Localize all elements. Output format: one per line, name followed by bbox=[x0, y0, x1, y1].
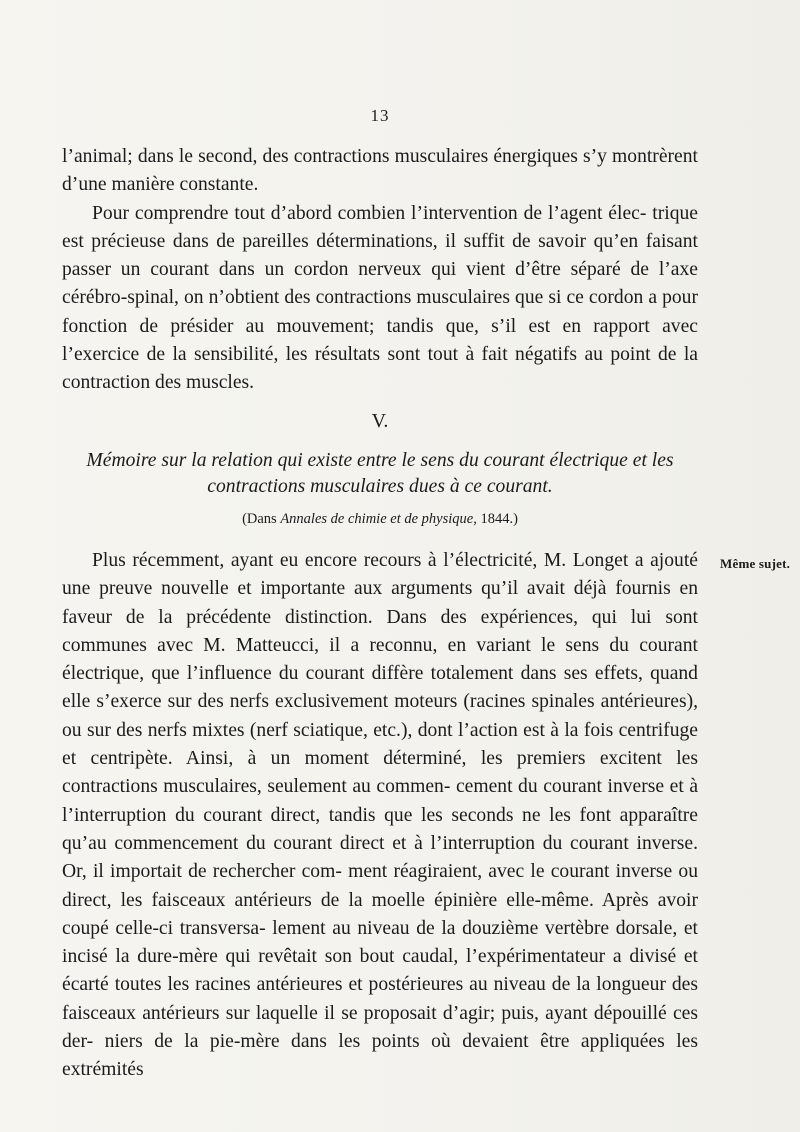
paragraph-electric-agent bbox=[62, 200, 698, 398]
paragraph-main bbox=[62, 547, 698, 1085]
text-line: qui revêtait son bout caudal, l’expérimentateur a divisé et écarté toutes les bbox=[62, 946, 698, 996]
source-journal: Annales de chimie et de physique bbox=[280, 511, 474, 527]
section-heading bbox=[62, 448, 698, 500]
section-number: V. bbox=[371, 410, 389, 432]
text-line: antérieurs sur laquelle il se proposait d’agir; puis, ayant dépouillé ces der- bbox=[62, 1002, 698, 1053]
text-line: niers de la pie-mère dans les points où devaient être appliquées les extrémités bbox=[62, 1031, 698, 1081]
text-line: lement au niveau de la douzième vertèbre dorsale, et incisé la dure-mère bbox=[62, 917, 698, 968]
text-line: racines antérieures et postérieures au niveau de la longueur des faisceaux bbox=[62, 974, 698, 1024]
text-line: effets, quand elle s’exerce sur des nerfs exclusivement moteurs (racines bbox=[62, 663, 698, 713]
text-line: l’action est à la fois centrifuge et centripète. Ainsi, à un moment déterminé, bbox=[62, 719, 698, 770]
text-line: que si ce cordon a pour fonction de présider au mouvement; tandis que, bbox=[62, 287, 698, 337]
source-suffix: , 1844.) bbox=[473, 511, 518, 527]
text-line: lui sont communes avec M. Matteucci, il a reconnu, en variant le sens du bbox=[62, 606, 698, 656]
text-line: fait négatifs au point de la contraction des muscles. bbox=[62, 344, 698, 394]
text-line: courant électrique, que l’influence du courant diffère totalement dans ses bbox=[62, 634, 698, 685]
text-line: ment réagiraient, avec le courant inverse ou direct, les faisceaux antérieurs bbox=[62, 861, 699, 911]
text-line: cement du courant inverse et à l’interruption du courant direct, tandis que bbox=[62, 776, 699, 826]
text-line: Plus récemment, ayant eu encore recours à l’électricité, M. Longet bbox=[92, 550, 629, 571]
text-line: trique est précieuse dans de pareilles déterminations, il suffit de savoir bbox=[62, 202, 698, 252]
text-line: qu’en faisant passer un courant dans un cordon nerveux qui vient d’être bbox=[62, 230, 698, 281]
source-prefix: (Dans bbox=[242, 511, 281, 527]
text-line: montrèrent d’une manière constante. bbox=[62, 146, 698, 196]
text-line: de la moelle épinière elle-même. Après avoir coupé celle-ci transversa- bbox=[62, 889, 698, 939]
main-text-block bbox=[62, 547, 698, 1085]
text-line: et à l’interruption du courant inverse. Or, il importait de rechercher com- bbox=[62, 832, 698, 883]
paragraph-continuation bbox=[62, 143, 698, 200]
top-text-block bbox=[62, 143, 698, 398]
heading-source bbox=[62, 511, 698, 528]
heading-line: Mémoire sur la relation qui existe entre le sens du courant électrique et les bbox=[86, 450, 674, 471]
page-number: 13 bbox=[370, 106, 390, 125]
text-line: spinales antérieures), ou sur des nerfs mixtes (nerf sciatique, etc.), dont bbox=[62, 691, 698, 741]
text-line: séparé de l’axe cérébro-spinal, on n’obtient des contractions musculaires bbox=[62, 259, 698, 309]
text-line: s’il est en rapport avec l’exercice de la sensibilité, les résultats sont tout à bbox=[62, 315, 698, 366]
text-line: l’animal; dans le second, des contractions musculaires énergiques s’y bbox=[62, 146, 607, 167]
margin-note: Même sujet. bbox=[720, 556, 791, 571]
text-line: fournis en faveur de la précédente distinction. Dans des expériences, qui bbox=[62, 578, 699, 628]
text-line: a ajouté une preuve nouvelle et importante aux arguments qu’il avait déjà bbox=[62, 550, 698, 600]
heading-line: contractions musculaires dues à ce courant. bbox=[207, 476, 553, 497]
text-line: Pour comprendre tout d’abord combien l’intervention de l’agent élec- bbox=[92, 202, 647, 224]
text-line: les premiers excitent les contractions musculaires, seulement au commen- bbox=[62, 748, 698, 798]
text-line: les seconds ne les font apparaître qu’au commencement du courant direct bbox=[62, 804, 698, 854]
